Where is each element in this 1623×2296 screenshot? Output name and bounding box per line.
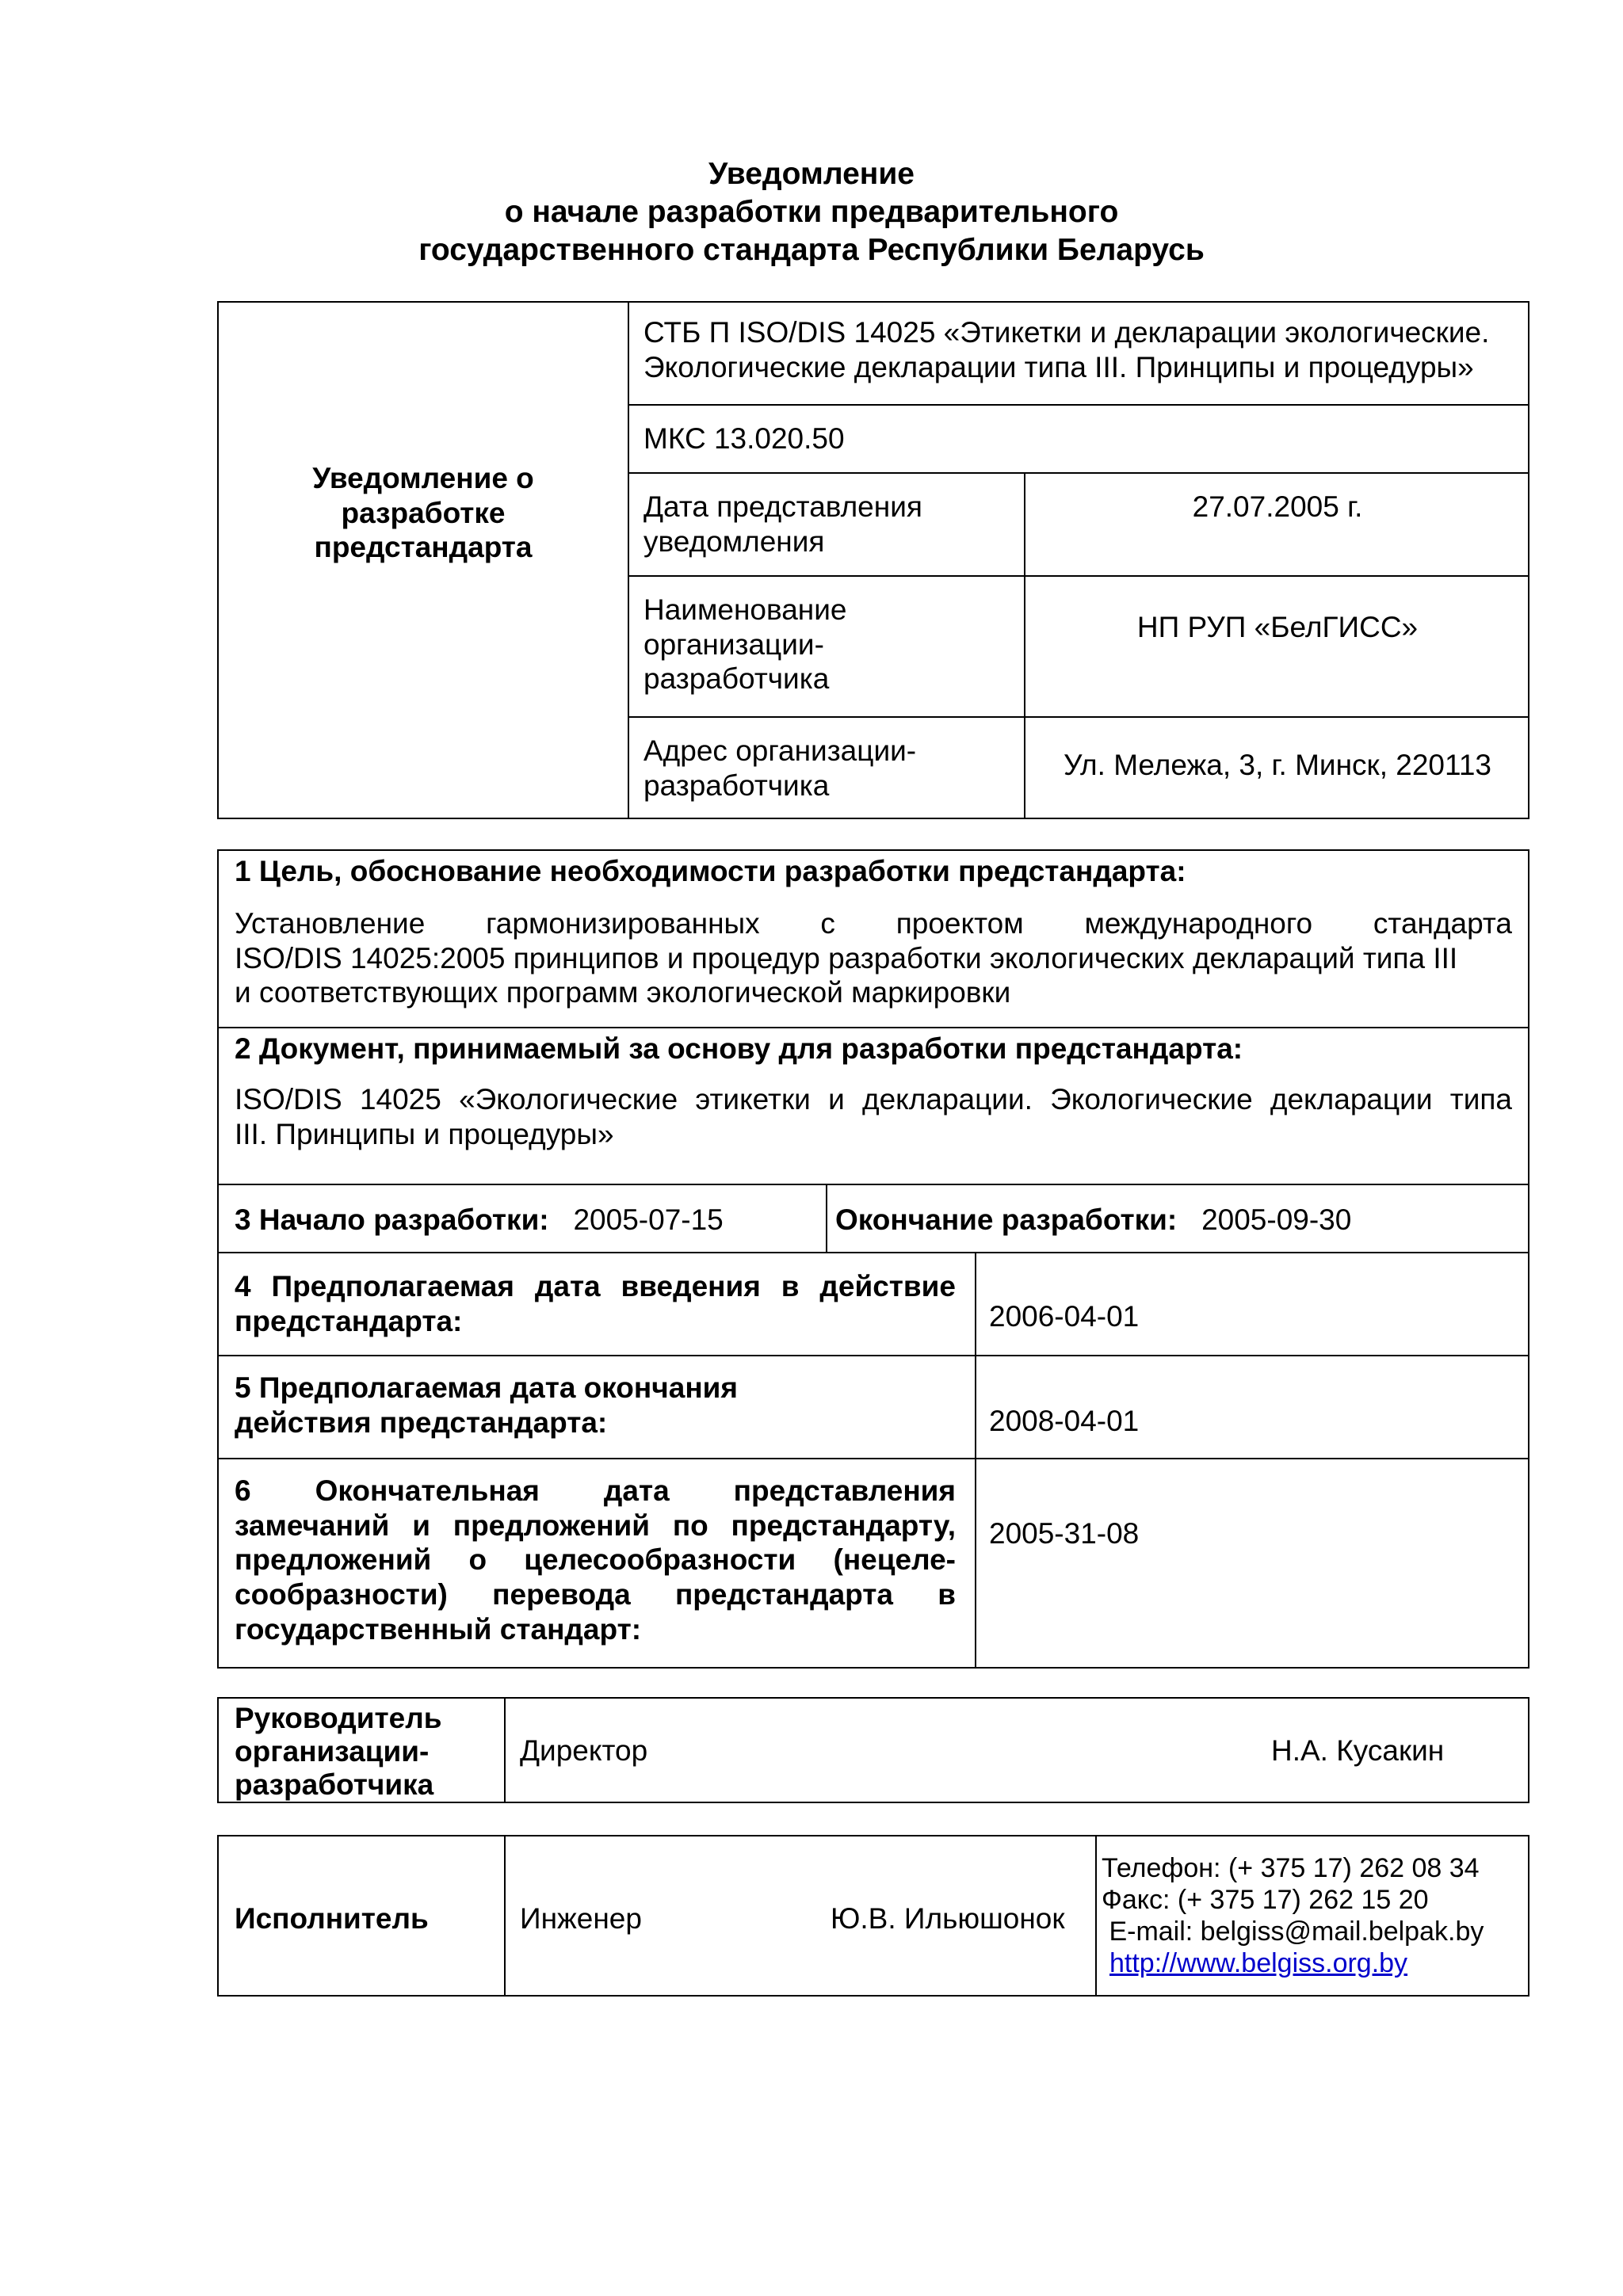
executor-name: Ю.В. Ильюшонок xyxy=(831,1902,1065,1935)
section-2-body xyxy=(235,1082,1512,1151)
section-3-start xyxy=(235,1203,724,1238)
notice-label: Уведомление о разработке предстандарта xyxy=(312,462,534,564)
section-1-line-2: ISO/DIS 14025:2005 принципов и процедур разработки экологических деклараций типа III xyxy=(235,941,1458,974)
website-link[interactable]: http://www.belgiss.org.by xyxy=(1109,1948,1408,1978)
section-4-line-2: предстандарта: xyxy=(235,1304,463,1337)
section-4-value: 2006-04-01 xyxy=(989,1300,1140,1333)
title-line-1: Уведомление xyxy=(708,157,915,191)
section-6-line-5: государственный стандарт: xyxy=(235,1612,642,1646)
section-6-value: 2005-31-08 xyxy=(989,1517,1140,1550)
section-6-line-3: предложений о целесообразности (нецеле- xyxy=(235,1543,956,1577)
section-6-line-2: замечаний и предложений по предстандарту, xyxy=(235,1508,956,1542)
standard-name xyxy=(643,315,1523,384)
section-2-line-2: III. Принципы и процедуры» xyxy=(235,1117,614,1150)
head-position: Директор xyxy=(520,1734,648,1767)
section-5-value: 2008-04-01 xyxy=(989,1405,1140,1437)
executor-table xyxy=(217,1835,1529,1997)
head-of-org-table xyxy=(217,1697,1529,1803)
title-line-2: о начале разработки предварительного xyxy=(504,195,1119,229)
fax-line: Факс: (+ 375 17) 262 15 20 xyxy=(1102,1885,1429,1915)
start-label: 3 Начало разработки: xyxy=(235,1203,549,1236)
section-5-line-2: действия предстандарта: xyxy=(235,1405,608,1439)
notice-table xyxy=(217,301,1529,819)
mks-code: МКС 13.020.50 xyxy=(643,422,845,455)
executor-contacts xyxy=(1102,1852,1526,1979)
title-line-3: государственного стандарта Республики Беларусь xyxy=(418,233,1205,267)
phone-line: Телефон: (+ 375 17) 262 08 34 xyxy=(1102,1853,1480,1883)
section-3-end xyxy=(835,1203,1351,1238)
section-1-line-3: и соответствующих программ экологической маркировки xyxy=(235,976,1011,1009)
address-value: Ул. Мележа, 3, г. Минск, 220113 xyxy=(1064,749,1491,781)
executor-label: Исполнитель xyxy=(235,1902,429,1935)
section-1-body xyxy=(235,906,1512,1010)
end-label: Окончание разработки: xyxy=(835,1203,1178,1236)
section-5-line-1: 5 Предполагаемая дата окончания xyxy=(235,1371,738,1404)
section-6-label xyxy=(235,1474,956,1646)
section-2-line-1: ISO/DIS 14025 «Экологические этикетки и декларации. Экологические декларации типа xyxy=(235,1083,1512,1116)
section-2-heading: 2 Документ, принимаемый за основу для разработки предстандарта: xyxy=(235,1032,1243,1065)
standard-name-line-1: СТБ П ISO/DIS 14025 «Этикетки и декларации экологические. xyxy=(643,316,1490,349)
head-label: Руководитель организации-разработчика xyxy=(235,1702,442,1801)
org-name-value: НП РУП «БелГИСС» xyxy=(1136,611,1419,643)
date-value: 27.07.2005 г. xyxy=(1192,490,1363,523)
date-label: Дата представления уведомления xyxy=(643,490,922,558)
email-line: E-mail: belgiss@mail.belpak.by xyxy=(1102,1917,1484,1947)
section-4-label xyxy=(235,1269,956,1338)
section-4-line-1: 4 Предполагаемая дата введения в действие xyxy=(235,1270,956,1302)
details-table xyxy=(217,849,1529,1669)
head-name: Н.А. Кусакин xyxy=(1271,1734,1445,1767)
executor-position: Инженер xyxy=(520,1902,642,1935)
section-1-heading: 1 Цель, обоснование необходимости разработки предстандарта: xyxy=(235,855,1186,887)
standard-name-line-2: Экологические декларации типа III. Принципы и процедуры» xyxy=(643,350,1474,383)
address-label: Адрес организации-разработчика xyxy=(643,734,917,802)
org-name-label: Наименование организации-разработчика xyxy=(643,593,847,696)
page-title xyxy=(0,155,1623,269)
section-1-line-1: Установление гармонизированных с проектом международного стандарта xyxy=(235,907,1512,940)
section-6-line-4: сообразности) перевода предстандарта в xyxy=(235,1577,956,1611)
end-value: 2005-09-30 xyxy=(1201,1203,1352,1236)
section-6-line-1: 6 Окончательная дата представления xyxy=(235,1474,956,1507)
start-value: 2005-07-15 xyxy=(573,1203,724,1236)
section-5-label xyxy=(235,1371,956,1440)
